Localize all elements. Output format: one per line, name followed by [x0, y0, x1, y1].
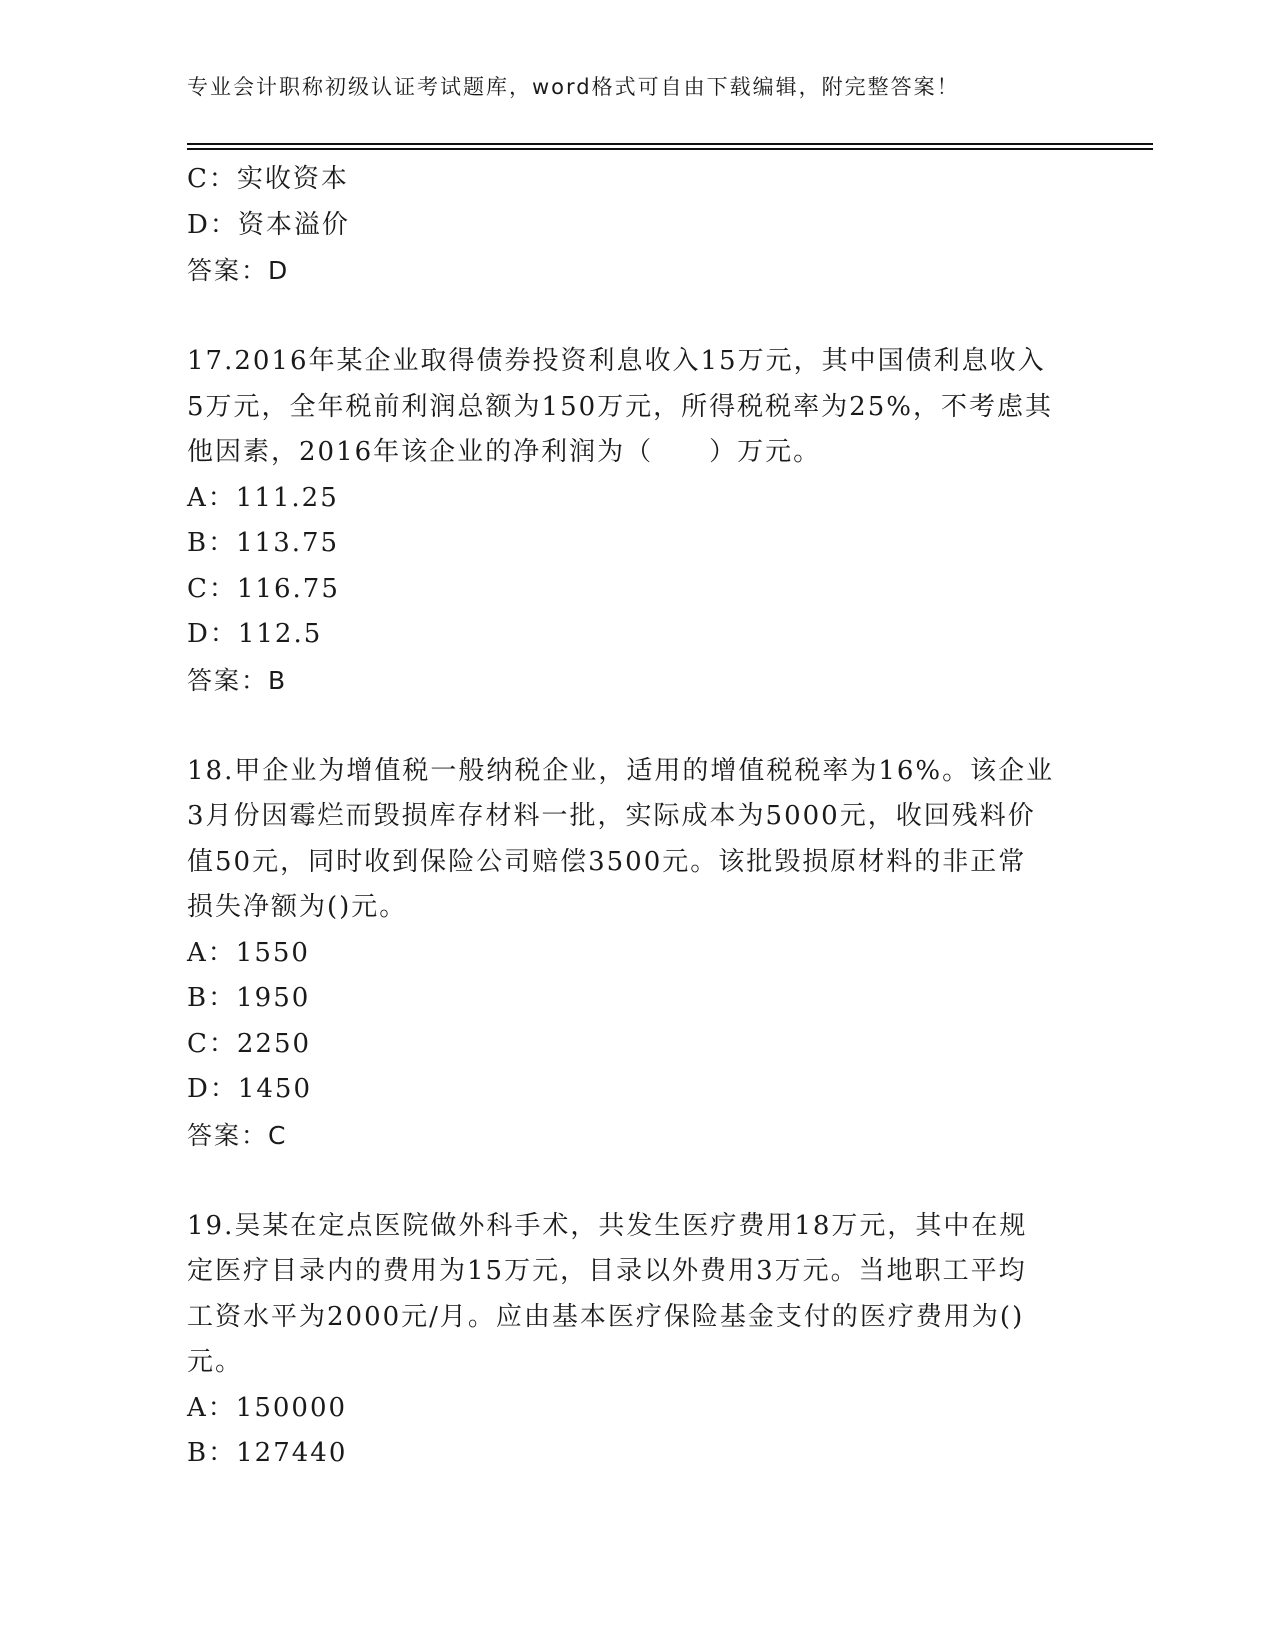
question-stem-line: 18.甲企业为增值税一般纳税企业，适用的增值税税率为16%。该企业: [187, 755, 1055, 786]
option-b: B：113.75: [187, 528, 340, 558]
header-rule-bottom: [187, 148, 1153, 150]
question-stem-line: 值50元，同时收到保险公司赔偿3500元。该批毁损原材料的非正常: [187, 846, 1027, 877]
question-stem-line: 定医疗目录内的费用为15万元，目录以外费用3万元。当地职工平均: [187, 1256, 1027, 1286]
spacer: [187, 1158, 1087, 1204]
option-c: C：实收资本: [187, 164, 349, 194]
option-a: A：111.25: [187, 482, 339, 513]
question-stem-line: 3月份因霉烂而毁损库存材料一批，实际成本为5000元，收回残料价: [187, 801, 1036, 831]
option-a: A：150000: [187, 1392, 348, 1423]
answer-line: 答案：D: [187, 256, 290, 285]
spacer: [187, 294, 1087, 340]
spacer: [187, 703, 1087, 749]
header-rule-top: [187, 143, 1153, 145]
question-17: [187, 339, 1087, 703]
option-a: A：1550: [187, 937, 310, 968]
answer-line: 答案：B: [187, 665, 288, 695]
option-c: C：116.75: [187, 573, 340, 604]
option-d: D：1450: [187, 1074, 313, 1104]
page-header: 专业会计职称初级认证考试题库，word格式可自由下载编辑，附完整答案！: [187, 75, 960, 99]
option-d: D：资本溢价: [187, 209, 350, 240]
carryover-block: [187, 157, 1087, 294]
answer-line: 答案：C: [187, 1120, 288, 1150]
question-18: [187, 749, 1087, 1159]
question-19: [187, 1204, 1087, 1477]
option-c: C：2250: [187, 1028, 312, 1059]
question-stem-line: 工资水平为2000元/月。应由基本医疗保险基金支付的医疗费用为(): [187, 1301, 1025, 1332]
option-b: B：127440: [187, 1438, 348, 1468]
question-stem-line: 元。: [187, 1347, 244, 1377]
question-stem-line: 5万元，全年税前利润总额为150万元，所得税税率为25%，不考虑其: [187, 391, 1053, 422]
question-stem-line: 17.2016年某企业取得债券投资利息收入15万元，其中国债利息收入: [187, 346, 1046, 376]
question-stem-line: 损失净额为()元。: [187, 892, 408, 922]
question-stem-line: 他因素，2016年该企业的净利润为（ ）万元。: [187, 437, 822, 467]
option-b: B：1950: [187, 983, 311, 1013]
question-stem-line: 19.吴某在定点医院做外科手术，共发生医疗费用18万元，其中在规: [187, 1210, 1028, 1241]
option-d: D：112.5: [187, 619, 323, 649]
exam-content: [187, 157, 1087, 1477]
